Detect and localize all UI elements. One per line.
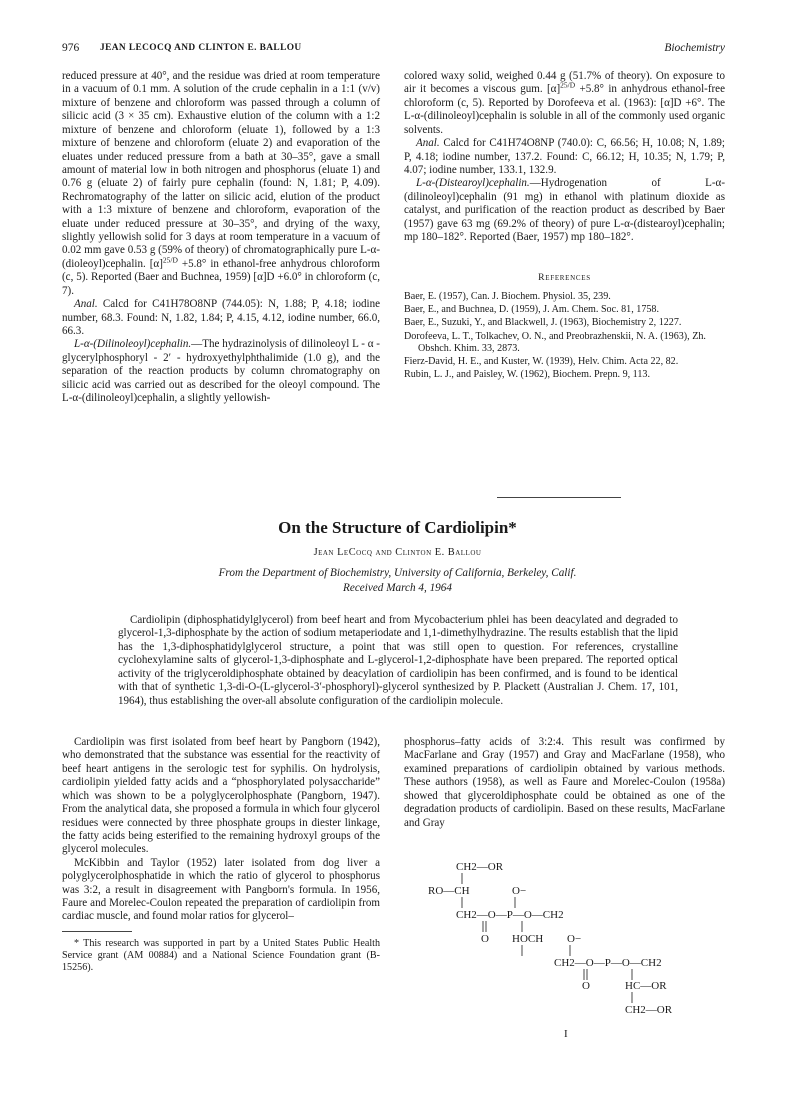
reference-item: Baer, E., Suzuki, Y., and Blackwell, J. (1963), Biochemistry 2, 1227. [404,317,682,329]
structure-text: O [582,980,590,992]
paragraph: reduced pressure at 40°, and the residue was dried at room temperature in a vacuum of 0.1 mm. A solution of the crude cephalin in a 1:1 (v/v) mixture of benzene and chloroform was passed through a column of silicic acid (3 × 35 cm). Exhaustive elution of the column with a 1:2 mixture of benzene and chloroform (eluate 1), followed by a 1:3 mixture of benzene and chloroform (eluate 2) and evaporation of the eluates under reduced pressure from a bath at 30–35°, gave a small amount of material low in both nitrogen and phosphorus (eluate 1) and 0.76 g (eluate 2) of fairly pure cephalin (found: N, 1.81; P, 4.09). Rechromatography of the latter on silicic acid, elution of the product with a 1:3 mixture of benzene and chloroform, evaporation of the eluate under reduced pressure at 30–35°, and drying of the waxy, slightly yellowish solid for 3 days at room temperature in a vacuum of 0.02 mm gave 0.53 g (59% of theory) of chromatographically pure L-α-(dioleoyl)cephalin. $[\alpha]^{25/D} +5.8^\circ$ in ethanol-free anhydrous chloroform (c, 5). Reported (Baer and Buchnea, 1959) [α]D +6.0° in chloroform (c, 7). [62,70,380,297]
article-authors: Jean LeCocq and Clinton E. Ballou [313,547,482,558]
structure-text: CH2—OR [625,1004,673,1016]
structure-label: I [564,1028,568,1040]
reference-item: Dorofeeva, L. T., Tolkachev, O. N., and Preobrazhenskii, N. A. (1963), Zh. Obshch. Khim. 33, 2873. [404,330,706,354]
structure-text: RO—CH [428,885,470,897]
structure-text: CH2—O—P—O—CH2 [456,909,564,921]
subsection-heading: L-α-(Distearoyl)cephalin. [416,177,530,190]
affiliation-block [0,566,795,596]
rotation-notation: 25/D [560,80,576,90]
section-divider [497,497,621,498]
journal-name: Biochemistry [664,42,725,54]
article-title: On the Structure of Cardiolipin* [278,518,517,537]
subsection-paragraph: L-α-(Dilinoleoyl)cephalin.—The hydrazinolysis of dilinoleoyl L - α - glycerylphosphoryl - 2′ - hydroxyethylphthalimide (1.0 g), and the separation of the reaction products by column chromatography on silicic acid was carried out as described for the oleoyl compound. The L-α-(dilinoleoyl)cephalin, a slightly yellowish- [62,338,380,405]
subsection-paragraph: L-α-(Distearoyl)cephalin.—Hydrogenation of L-α-(dilinoleoyl)cephalin (91 mg) in ethanol with platinum dioxide as catalyst, and purification of the reaction product as described by Baer (1957) gave 63 mg (69.2% of theory) of pure L-α-(distearoyl)cephalin; mp 180–182°. Reported (Baer, 1957) mp 180–182°. [404,177,725,244]
paragraph: colored waxy solid, weighed 0.44 g (51.7% of theory). On exposure to air it becomes a viscous gum. $[\alpha]^{25/D} +5.8^\circ$ in anhydrous ethanol-free chloroform (c, 5). Reported by Dorofeeva et al. (1963): [α]D +6°. The L-α-(dilinoleoyl)cephalin is soluble in all of the commonly used organic solvents. [404,70,725,136]
analysis-paragraph: Anal. Calcd for C41H78O8NP (744.05): N, 1.88; P, 4.18; iodine number, 68.3. Found: N, 1.82, 1.84; P, 4.15, 4.12, iodine number, 66.0, 66.3. [62,298,380,338]
reference-item: Baer, E. (1957), Can. J. Biochem. Physiol. 35, 239. [404,290,611,302]
structure-text: CH2—OR [456,861,504,873]
rotation-notation: 25/D [162,255,178,265]
structure-text: O [481,933,489,945]
running-authors: JEAN LECOCQ AND CLINTON E. BALLOU [100,43,302,53]
structure-text: HOCH [512,933,544,945]
received-date: Received March 4, 1964 [343,582,452,594]
analysis-paragraph: Anal. Calcd for C41H74O8NP (740.0): C, 66.56; H, 10.08; N, 1.89; P, 4.18; iodine number, 137.2. Found: C, 66.12; H, 10.35; N, 1.79; P, 4.07; iodine number, 133.1, 132.9. [404,137,725,176]
structure-text: CH2—O—P—O—CH2 [554,957,662,969]
experimental-column-left [62,70,380,406]
body-column-right [404,736,725,1040]
structure-text: O− [567,933,582,945]
footnote-rule [62,931,132,932]
running-header [62,42,725,58]
body-column-left [62,736,380,975]
body-paragraph: phosphorus–fatty acids of 3:2:4. This result was confirmed by MacFarlane and Gray (1957) and Gray and MacFarlane (1958), who examined preparations of cardiolipin obtained by various methods. These authors (1958), as well as Faure and Morelec-Coulon (1958a) showed that glyceroldiphosphate could be obtained as one of the degradation products of cardiolipin. Based on these results, MacFarlane and Gray [404,736,725,829]
structure-text: HC—OR [625,980,667,992]
affiliation: From the Department of Biochemistry, University of California, Berkeley, Calif. [218,567,577,579]
structure-diagram-I [404,856,725,1046]
body-paragraph: McKibbin and Taylor (1952) later isolated from dog liver a polyglycerolphosphatide in which the ratio of glycerol to phosphorus was 3:2, a result in disagreement with Pangborn's formula. In 1956, Faure and Morelec-Coulon repeated the preparation of cardiolipin from cardiac muscle, and found molar ratios for glycerol– [62,856,380,923]
subsection-heading: L-α-(Dilinoleoyl)cephalin. [74,338,192,351]
structure-text: O− [512,885,527,897]
references-heading: References [538,272,591,284]
reference-item: Rubin, L. J., and Paisley, W. (1962), Biochem. Prepn. 9, 113. [404,369,650,381]
reference-item: Baer, E., and Buchnea, D. (1959), J. Am. Chem. Soc. 81, 1758. [404,304,659,316]
footnote: * This research was supported in part by a United States Public Health Service grant (AM 00884) and a National Science Foundation grant (B-15256). [62,937,380,974]
reference-item: Fierz-David, H. E., and Kuster, W. (1939), Helv. Chim. Acta 22, 82. [404,355,679,367]
reference-list [404,291,725,381]
body-paragraph: Cardiolipin was first isolated from beef heart by Pangborn (1942), who demonstrated that the substance was essential for the reactivity of beef heart antigens in the serologic test for syphilis. On hydrolysis, cardiolipin yielded fatty acids and a “phosphorylated polysaccharide” which was shown to be a polyglycerolphosphate (Pangborn, 1947). From the analytical data, she proposed a formula in which four glycerol residues were connected by three phosphate groups in diester linkage, the fatty acids being esterified to the remaining hydroxyl groups of the glycerol molecules. [62,736,380,856]
experimental-column-right [404,70,725,382]
abstract: Cardiolipin (diphosphatidylglycerol) from beef heart and from Mycobacterium phlei has been deacylated and degraded to glycerol-1,3-diphosphate by the action of sodium metaperiodate and 1,1-dimethylhydrazine. The results establish that the lipid has the 1,3-diphosphatidylglycerol structure, a point that was still open to question. For references, crystalline cyclohexylamine salts of glycerol-1,3-diphosphate and L-glycerol-1,2-diphosphate have been prepared. The reported optical activity of the triglyceroldiphosphate obtained by deacylation of cardiolipin has been confirmed, and is found to be identical with that of synthetic 1,3-di-O-(L-glycerol-3′-phosphoryl)-glycerol synthesized by P. Plackett (Australian J. Chem. 17, 101, 1964), thus establishing the over-all absolute configuration of the cardiolipin molecule. [118,614,678,707]
page-number: 976 [62,42,80,54]
